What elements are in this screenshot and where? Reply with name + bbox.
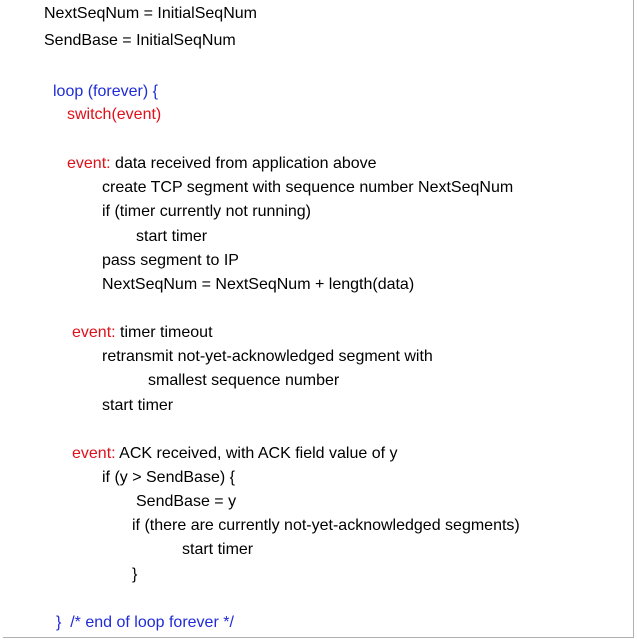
- event-ack-received: [72, 442, 398, 466]
- code-line: start timer: [182, 541, 254, 558]
- code-line: NextSeqNum = NextSeqNum + length(data): [102, 276, 415, 293]
- event-data-received: [67, 152, 377, 176]
- code-line-loop-open: loop (forever) {: [53, 83, 158, 100]
- event-description: ACK received, with ACK field value of y: [115, 445, 398, 462]
- code-line: if (there are currently not-yet-acknowledged segments): [132, 517, 520, 534]
- event-keyword: event:: [72, 324, 116, 341]
- event-timer-timeout: [72, 321, 213, 345]
- code-line: }: [132, 566, 138, 583]
- event-keyword: event:: [67, 155, 111, 172]
- event-keyword: event:: [72, 445, 116, 462]
- code-line: pass segment to IP: [102, 252, 239, 269]
- code-line: start timer: [136, 228, 208, 245]
- code-line: create TCP segment with sequence number NextSeqNum: [102, 179, 514, 196]
- code-line: SendBase = y: [136, 493, 237, 510]
- code-line: if (y > SendBase) {: [102, 469, 235, 486]
- code-line: retransmit not-yet-acknowledged segment with: [102, 348, 433, 365]
- code-line-loop-close: } /* end of loop forever */: [56, 614, 234, 631]
- code-line: if (timer currently not running): [102, 203, 311, 220]
- code-line-switch: switch(event): [67, 106, 162, 123]
- event-description: timer timeout: [115, 324, 213, 341]
- code-line-init-next: NextSeqNum = InitialSeqNum: [44, 5, 257, 22]
- code-line-init-base: SendBase = InitialSeqNum: [44, 32, 236, 49]
- event-description: data received from application above: [110, 155, 377, 172]
- code-line: start timer: [102, 397, 174, 414]
- code-line: smallest sequence number: [148, 372, 340, 389]
